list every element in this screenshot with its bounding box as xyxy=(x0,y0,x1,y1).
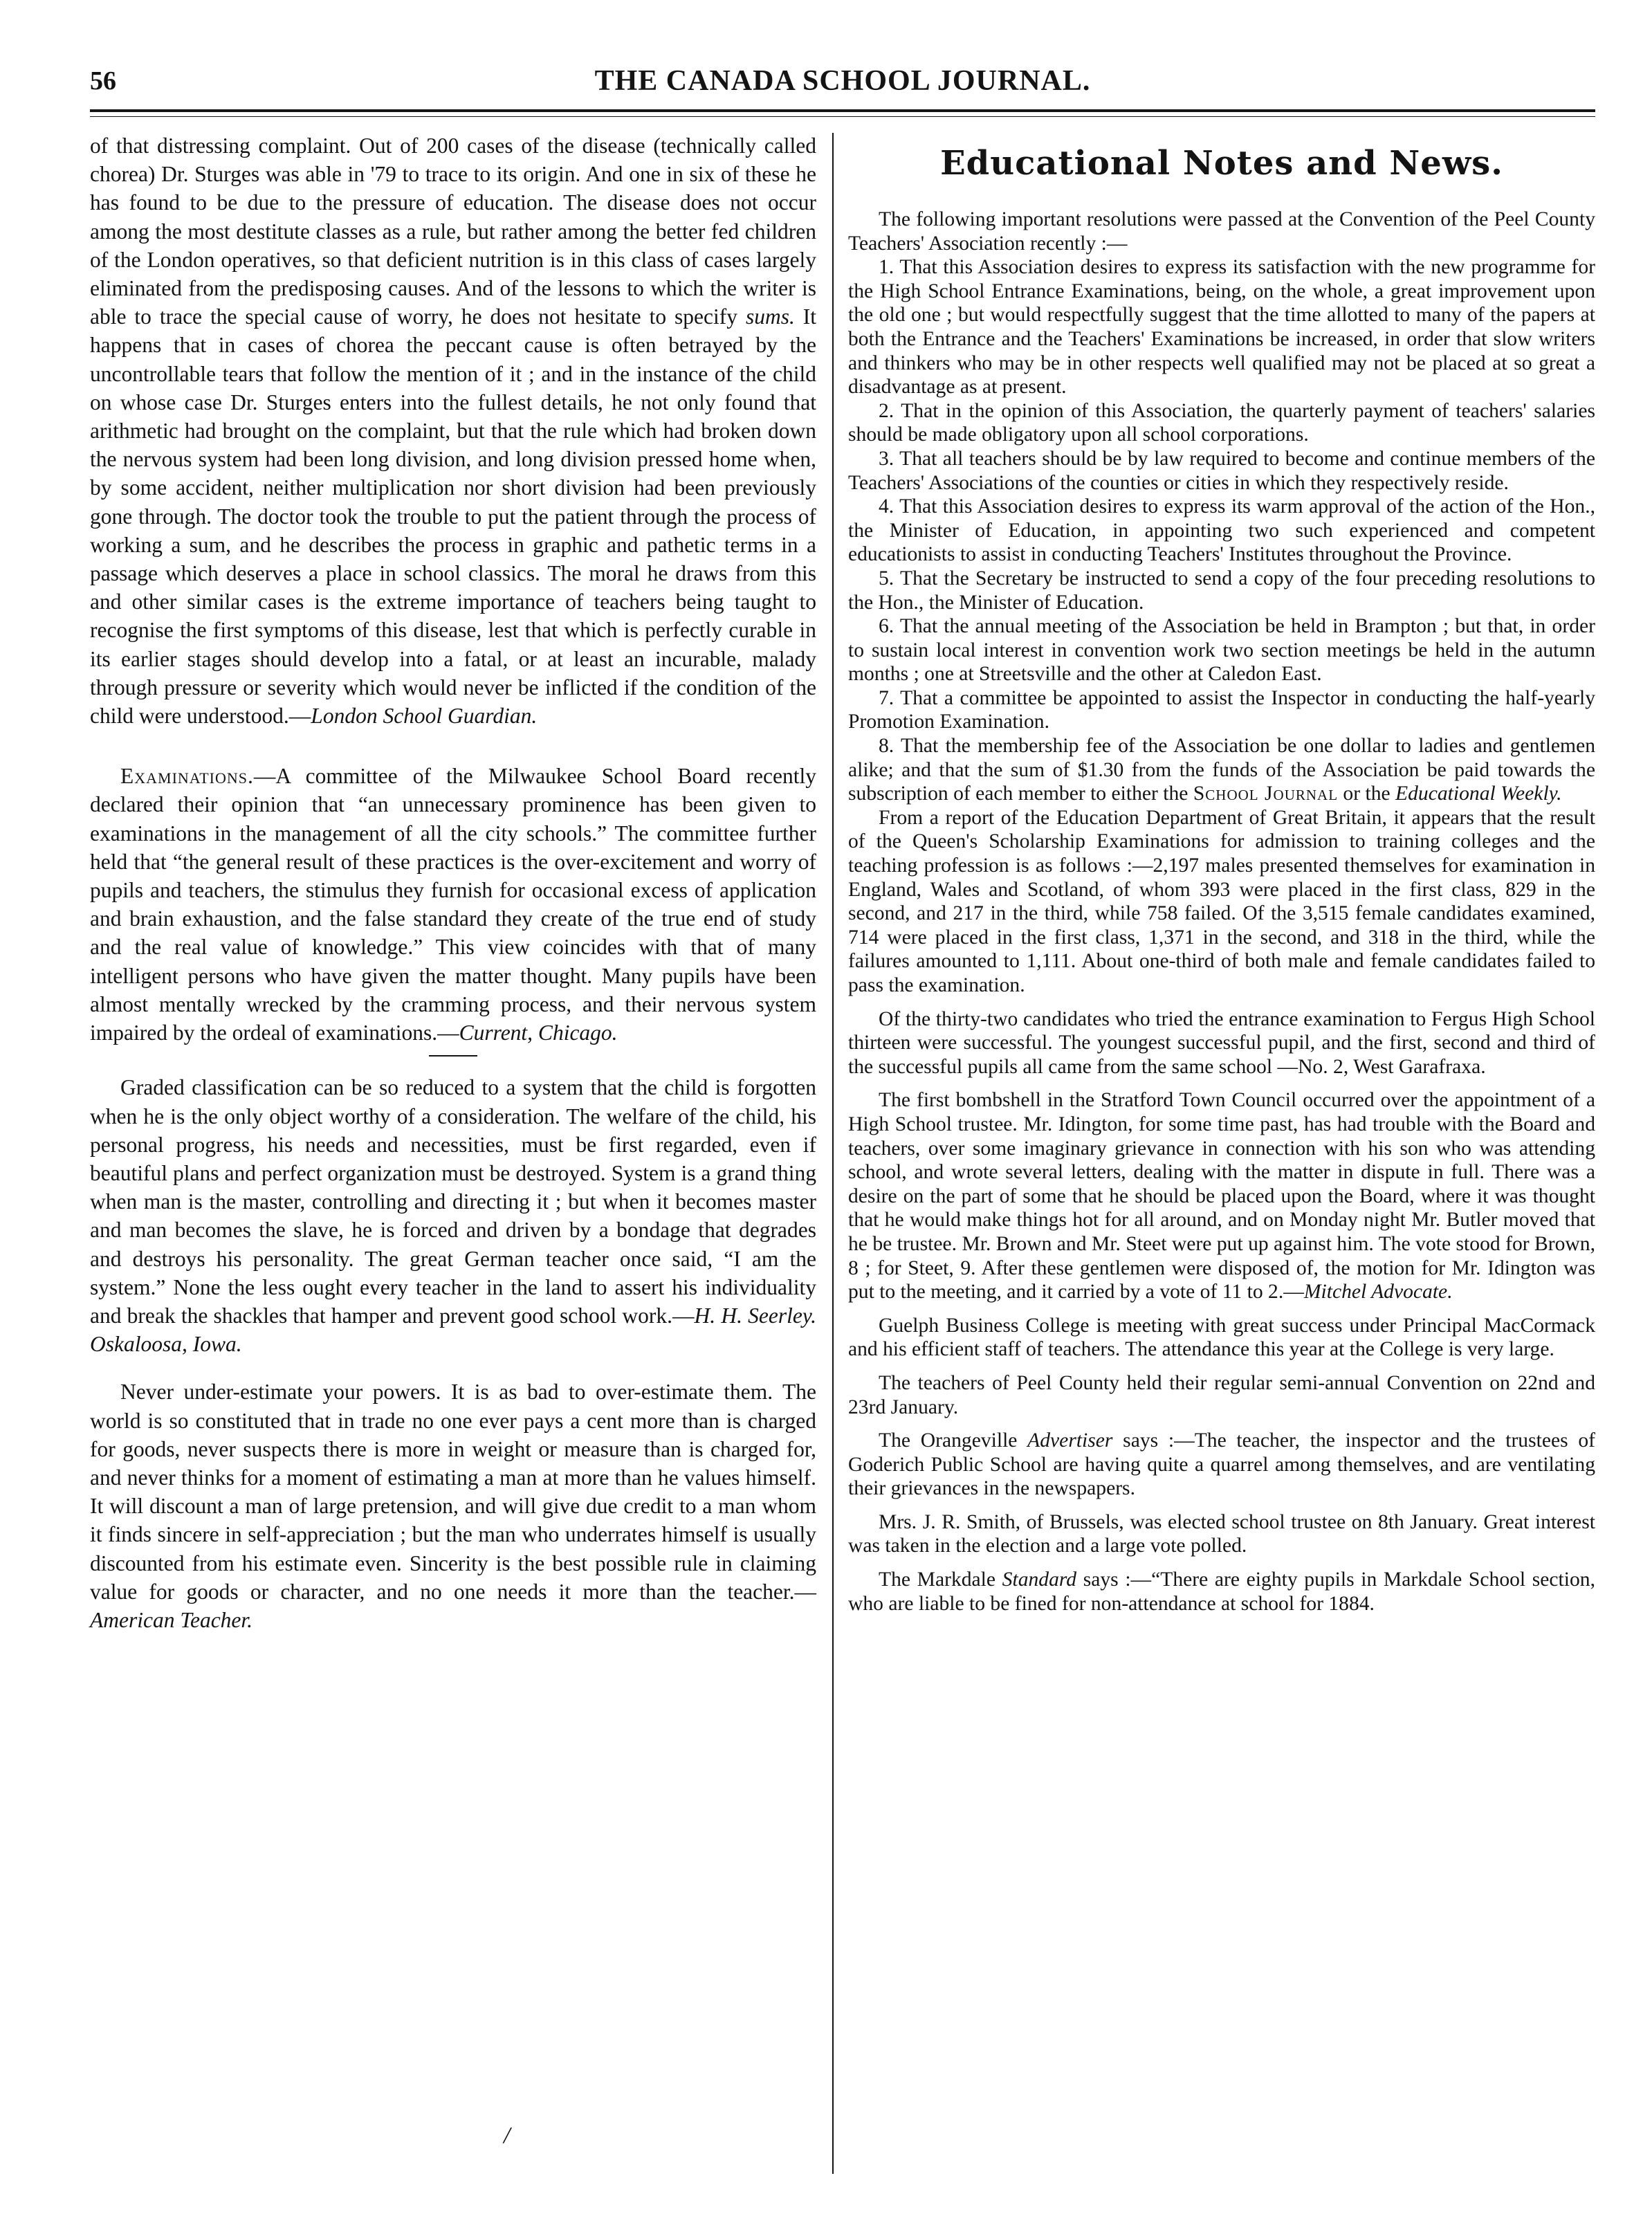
orangeville-pre: The Orangeville xyxy=(879,1429,1028,1452)
right-column xyxy=(848,131,1595,1616)
resolution-8-text: 8. That the membership fee of the Association be one dollar to ladies and gentlemen alike; and that the sum of $1.30 from the funds of the Association be paid towards the subscription of each member to either the xyxy=(848,735,1595,805)
section-heading: Educational Notes and News. xyxy=(940,144,1503,183)
underestimate-text: Never under-estimate your powers. It is as bad to over-estimate them. The world is so constituted that in trade no one ever pays a cent more than is charged for goods, never suspects there is more in weight or measure than is charged for, and never thinks for a moment of estimating a man at more than he values himself. It will discount a man of large pretension, and will give due credit to a man whom it finds sincere in self-appreciation ; but the man who underrates himself is usually discounted from his estimate even. Sincerity is the best possible rule in claiming value for goods or character, and no one needs it more than the teacher.— xyxy=(90,1380,816,1604)
graded-paragraph xyxy=(90,1073,816,1358)
markdale-paper: Standard xyxy=(1002,1568,1077,1591)
left-column xyxy=(90,131,816,1634)
chorea-text: of that distressing complaint. Out of 200 cases of the disease (technically called chorea) Dr. Sturges was able in '79 to trace to its origin. And one in six of these he has found to be due to the pressure of education. The disease does not occur among the most destitute classes as a rule, but rather among the better fed children of the London operatives, so that deficient nutrition is in this class of cases largely eliminated from the predisposing causes. And of the lessons to which the writer is able to trace the special cause of worry, he does not hesitate to specify xyxy=(90,134,816,329)
resolution-8 xyxy=(848,734,1595,806)
examinations-source: Current, Chicago. xyxy=(459,1021,618,1045)
markdale-news xyxy=(848,1568,1595,1616)
resolution-7: 7. That a committee be appointed to assist the Inspector in conducting the half-yearly Promotion Examination. xyxy=(848,686,1595,733)
examinations-paragraph xyxy=(90,762,816,1047)
journal-title: THE CANADA SCHOOL JOURNAL. xyxy=(594,65,1091,97)
graded-source: H. H. Seerley. Oskaloosa, Iowa. xyxy=(90,1303,817,1357)
resolution-1: 1. That this Association desires to express its satisfaction with the new programme for the High School Entrance Examinations, being, on the whole, a great improvement upon the old one ; but would respectfully suggest that the time allotted to many of the papers at both the Entrance and the Teachers' Examinations be increased, in order that slow writers and thinkers who may be in other respects well qualified may not be placed at so great a disadvantage as at present. xyxy=(848,256,1595,399)
header-rule xyxy=(90,109,1595,112)
markdale-pre: The Markdale xyxy=(879,1568,1002,1591)
page-number: 56 xyxy=(90,66,116,95)
stratford-news xyxy=(848,1088,1595,1303)
stratford-source: Mitchel Advocate. xyxy=(1303,1281,1453,1303)
guelph-news: Guelph Business College is meeting with great success under Principal MacCormack and his efficient staff of teachers. The attendance this year at the College is very large. xyxy=(848,1314,1595,1361)
resolution-4: 4. That this Association desires to express its warm approval of the action of the Hon., the Minister of Education, in appointing two such experienced and competent educationists to assist in conducting Teachers' Institutes throughout the Province. xyxy=(848,495,1595,566)
brussels-news: Mrs. J. R. Smith, of Brussels, was elected school trustee on 8th January. Great interest was taken in the election and a large vote polled. xyxy=(848,1510,1595,1557)
resolution-6: 6. That the annual meeting of the Association be held in Brampton ; but that, in order to sustain local interest in convention work two section meetings be held in the autumn months ; one at Streetsville and the other at Caledon East. xyxy=(848,615,1595,686)
chorea-paragraph xyxy=(90,131,816,730)
resolution-8-journal: School Journal xyxy=(1193,783,1339,805)
resolution-8-weekly: Educational Weekly. xyxy=(1395,783,1562,805)
section-separator xyxy=(429,1055,477,1056)
page-header xyxy=(90,60,1595,102)
orangeville-news xyxy=(848,1429,1595,1501)
fergus-news: Of the thirty-two candidates who tried the entrance examination to Fergus High School thirteen were successful. The youngest successful pupil, and the first, second and third of the successful pupils all came from the same school —No. 2, West Garafraxa. xyxy=(848,1007,1595,1078)
resolution-3: 3. That all teachers should be by law required to become and continue members of the Teachers' Associations of the counties or cities in which they respectively reside. xyxy=(848,447,1595,494)
examinations-text: —A committee of the Milwaukee School Board recently declared their opinion that “an unnecessary prominence has been given to examinations in the management of all the city schools.” The committee further held that “the general result of these practices is the over-excitement and worry of pupils and teachers, the stimulus they furnish for occasional excess of application and brain exhaustion, and the false standard they create of the true end of study and the real value of knowledge.” This view coincides with that of many intelligent persons who have given the matter thought. Many pupils have been almost mentally wrecked by the cramming process, and their nervous system impaired by the ordeal of examinations.— xyxy=(90,764,816,1045)
column-divider xyxy=(832,133,834,2174)
great-britain-news: From a report of the Education Department of Great Britain, it appears that the result of the Queen's Scholarship Examinations for admission to training colleges and the teaching profession is as follows :—2,197 males presented themselves for examination in England, Wales and Scotland, of whom 393 were placed in the first class, 829 in the second, and 217 in the third, while 758 failed. Of the 3,515 female candidates examined, 714 were placed in the first class, 1,371 in the second, and 318 in the third, while the failures amounted to 1,111. About one-third of both male and female candidates failed to pass the examination. xyxy=(848,806,1595,996)
graded-text: Graded classification can be so reduced to a system that the child is forgotten when he is the only object worthy of a consideration. The welfare of the child, his personal progress, his needs and necessities, must be first regarded, even if beautiful plans and perfect organization must be destroyed. System is a grand thing when man is the master, controlling and directing it ; but when it becomes master and man becomes the slave, he is forced and driven by a bondage that degrades and destroys his personality. The great German teacher once said, “I am the system.” None the less ought every teacher in the land to assert his individuality and break the shackles that hamper and prevent good school work.— xyxy=(90,1075,816,1328)
underestimate-paragraph xyxy=(90,1378,816,1634)
orangeville-post: says :—The teacher, the inspector and the trustees of Goderich Public School are having quite a quarrel among themselves, and are ventilating their grievances in the newspapers. xyxy=(848,1429,1596,1500)
examinations-lead: Examinations. xyxy=(120,764,254,789)
orangeville-paper: Advertiser xyxy=(1027,1429,1113,1452)
resolution-2: 2. That in the opinion of this Association, the quarterly payment of teachers' salaries should be made obligatory upon all school corporations. xyxy=(848,399,1595,446)
chorea-text-rest: It happens that in cases of chorea the peccant cause is often betrayed by the uncontrollable tears that follow the mention of it ; and in the instance of the child on whose case Dr. Sturges enters into the fullest details, he not only found that arithmetic had brought on the complaint, but that the rule which had broken down the nervous system had been long division, and long division pressed home when, by some accident, neither multiplication nor short division had been previously gone through. The doctor took the trouble to put the patient through the process of working a sum, and he describes the process in graphic and pathetic terms in a passage which deserves a place in school classics. The moral he draws from this and other similar cases is the extreme importance of teachers being taught to recognise the first symptoms of this disease, lest that which is perfectly curable in its earlier stages should develop into a fatal, or at least an incurable, malady through pressure or severity which would never be inflicted if the condition of the child were understood.— xyxy=(90,304,817,729)
resolution-8-or: or the xyxy=(1338,783,1396,805)
markdale-post: says :—“There are eighty pupils in Markdale School section, who are liable to be fined for non-attendance at school for 1884. xyxy=(848,1568,1595,1615)
stratford-text: The first bombshell in the Stratford Town Council occurred over the appointment of a High School trustee. Mr. Idington, for some time past, has had trouble with the Board and teachers, over some imaginary grievance in connection with his son who was attending school, and wrote several letters, dealing with the matter in dispute in full. There was a desire on the part of some that he should be placed upon the Board, where it was thought that he would make things hot for all around, and on Monday night Mr. Butler moved that he be trustee. Mr. Brown and Mr. Steet were put up against him. The vote stood for Brown, 8 ; for Steet, 9. After these gentlemen were disposed of, the motion for Mr. Idington was put to the meeting, and it carried by a vote of 11 to 2.— xyxy=(848,1089,1595,1303)
stray-mark: / xyxy=(504,2123,511,2148)
chorea-source: London School Guardian. xyxy=(311,704,538,729)
convention-intro: The following important resolutions were passed at the Convention of the Peel County Teachers' Association recently :— xyxy=(848,208,1595,255)
peel-news: The teachers of Peel County held their regular semi-annual Convention on 22nd and 23rd January. xyxy=(848,1371,1595,1418)
resolution-5: 5. That the Secretary be instructed to send a copy of the four preceding resolutions to the Hon., the Minister of Education. xyxy=(848,567,1595,614)
chorea-emphasis: sums. xyxy=(745,304,795,329)
underestimate-source: American Teacher. xyxy=(90,1607,253,1632)
header-rule-thin xyxy=(90,116,1595,117)
